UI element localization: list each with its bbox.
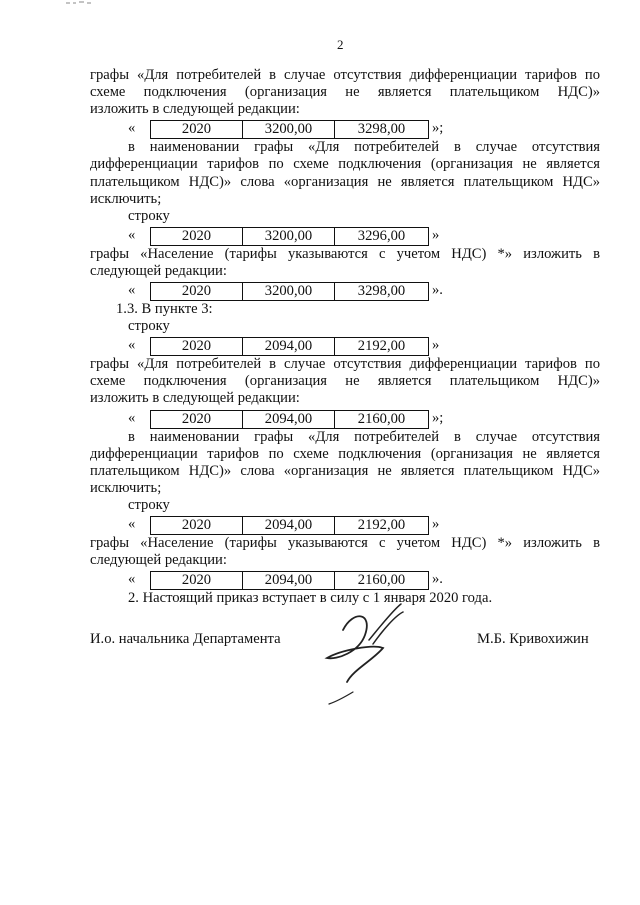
- paragraph-line: плательщиком НДС)» слова «организация не является плательщиком НДС»: [90, 173, 600, 190]
- scan-artifact-mark: [64, 0, 94, 6]
- tariff-value-cell: 3298,00: [357, 121, 406, 138]
- tariff-value-cell: 2192,00: [357, 338, 406, 355]
- open-quote: «: [128, 282, 136, 298]
- text-label: 2. Настоящий приказ вступает в силу с 1 января 2020 года.: [128, 590, 493, 607]
- paragraph-line: графы «Население (тарифы указываются с учетом НДС) *» изложить в: [90, 245, 600, 262]
- tariff-row-table: [150, 282, 429, 301]
- year-cell: 2020: [151, 283, 243, 300]
- paragraph-line: графы «Для потребителей в случае отсутствия дифференциации тарифов по: [90, 67, 600, 83]
- close-quote: ».: [432, 571, 443, 588]
- tariff-row-table: [150, 227, 429, 246]
- tariff-value-cell: 3200,00: [243, 121, 335, 138]
- paragraph-line: исключить;: [90, 190, 162, 207]
- paragraph-line: изложить в следующей редакции:: [90, 390, 300, 407]
- paragraph-line: графы «Население (тарифы указываются с учетом НДС) *» изложить в: [90, 535, 600, 551]
- tariff-value-cell: 2094,00: [243, 572, 335, 589]
- year-cell: 2020: [151, 411, 243, 428]
- handwritten-signature: [313, 600, 413, 710]
- close-quote: »: [432, 516, 440, 532]
- open-quote: «: [128, 120, 136, 137]
- year-cell: 2020: [151, 517, 243, 534]
- tariff-value-cell: 2094,00: [243, 338, 335, 355]
- paragraph-line: следующей редакции:: [90, 552, 227, 569]
- tariff-value-cell: 3200,00: [243, 228, 335, 245]
- paragraph-line: дифференциации тарифов по схеме подключения (организация не является: [90, 445, 600, 462]
- open-quote: «: [128, 571, 136, 588]
- tariff-value-cell: 2160,00: [357, 572, 406, 589]
- paragraph-line: графы «Для потребителей в случае отсутствия дифференциации тарифов по: [90, 356, 600, 373]
- tariff-value-cell: 3296,00: [357, 227, 406, 244]
- year-cell: 2020: [151, 228, 243, 245]
- tariff-row-table: [150, 571, 429, 590]
- close-quote: »;: [432, 409, 444, 426]
- close-quote: »: [432, 337, 440, 354]
- year-cell: 2020: [151, 572, 243, 589]
- paragraph-line: плательщиком НДС)» слова «организация не является плательщиком НДС»: [90, 462, 600, 479]
- signatory-name: М.Б. Кривохижин: [477, 631, 589, 647]
- close-quote: »;: [432, 120, 444, 137]
- paragraph-line: в наименовании графы «Для потребителей в случае отсутствия: [128, 139, 600, 156]
- paragraph-line: схеме подключения (организация не является плательщиком НДС)»: [90, 373, 600, 390]
- year-cell: 2020: [151, 338, 243, 355]
- text-label: строку: [128, 496, 170, 513]
- paragraph-line: исключить;: [90, 479, 162, 496]
- tariff-row-table: [150, 337, 429, 356]
- text-label: строку: [128, 318, 170, 335]
- tariff-value-cell: 2094,00: [243, 411, 335, 428]
- text-label: 1.3. В пункте 3:: [116, 301, 213, 317]
- paragraph-line: дифференциации тарифов по схеме подключения (организация не является: [90, 156, 600, 173]
- close-quote: ».: [432, 282, 443, 298]
- tariff-value-cell: 3200,00: [243, 283, 335, 300]
- close-quote: »: [432, 226, 440, 243]
- tariff-value-cell: 2160,00: [357, 410, 406, 427]
- open-quote: «: [128, 409, 136, 426]
- signatory-position: И.о. начальника Департамента: [90, 631, 281, 647]
- tariff-row-table: [150, 410, 429, 429]
- open-quote: «: [128, 337, 136, 354]
- paragraph-line: изложить в следующей редакции:: [90, 101, 300, 118]
- paragraph-line: следующей редакции:: [90, 262, 227, 279]
- paragraph-line: в наименовании графы «Для потребителей в случае отсутствия: [128, 428, 600, 445]
- paragraph-line: схеме подключения (организация не является плательщиком НДС)»: [90, 84, 600, 101]
- open-quote: «: [128, 516, 136, 532]
- open-quote: «: [128, 226, 136, 243]
- page-number: 2: [337, 37, 344, 52]
- tariff-row-table: [150, 120, 429, 139]
- tariff-value-cell: 2192,00: [357, 517, 406, 533]
- tariff-row-table: [150, 516, 429, 535]
- tariff-value-cell: 3298,00: [357, 283, 406, 299]
- text-label: строку: [128, 207, 170, 224]
- tariff-value-cell: 2094,00: [243, 517, 335, 534]
- year-cell: 2020: [151, 121, 243, 138]
